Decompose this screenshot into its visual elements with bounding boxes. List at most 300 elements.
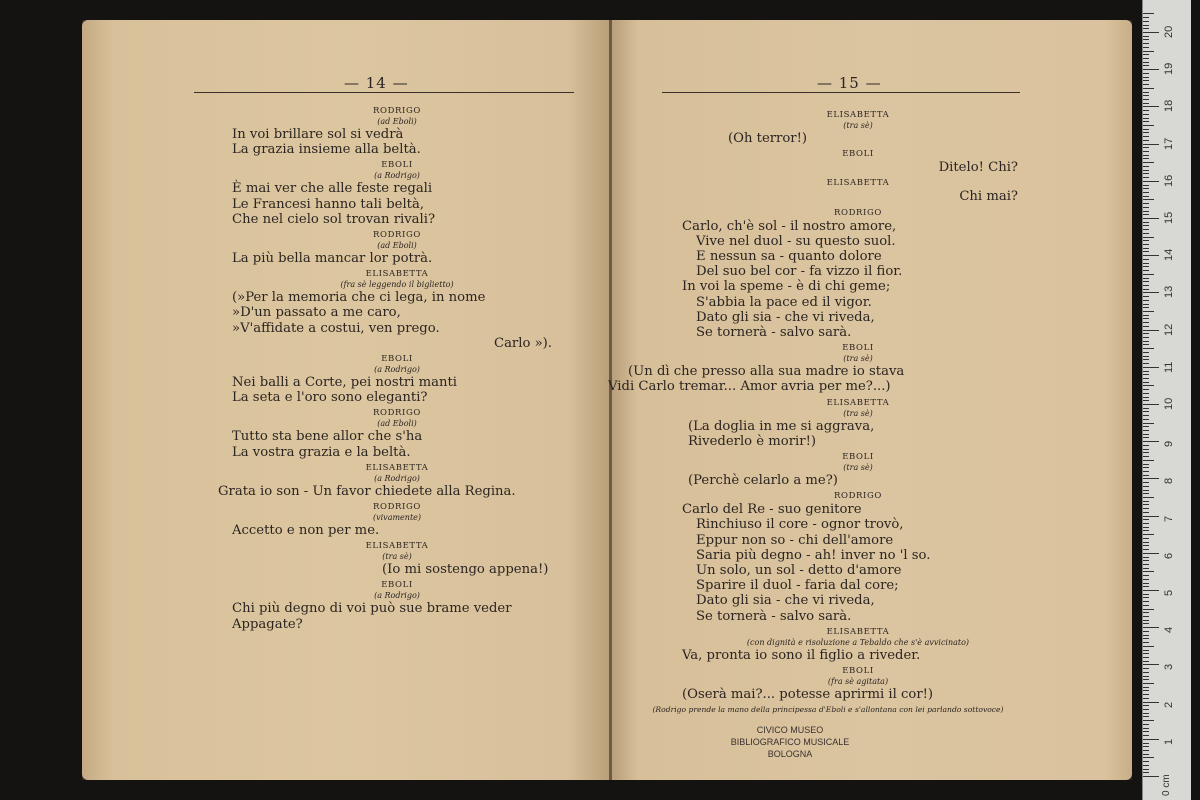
ruler-tick bbox=[1143, 218, 1159, 219]
ruler-tick bbox=[1143, 661, 1149, 662]
stage-direction: (tra sè) bbox=[843, 354, 873, 364]
speaker-name: EBOLI bbox=[381, 160, 413, 171]
stamp-line: BIBLIOGRAFICO MUSICALE bbox=[730, 737, 850, 747]
verse-line: Le Francesi hanno tali beltà, bbox=[232, 196, 425, 212]
ruler-tick bbox=[1143, 166, 1149, 167]
ruler-tick bbox=[1143, 683, 1154, 684]
verse-line: Un solo, un sol - detto d'amore bbox=[696, 563, 902, 579]
verse-line: (»Per la memoria che ci lega, in nome bbox=[232, 290, 486, 306]
ruler-tick bbox=[1143, 237, 1154, 238]
ruler-tick bbox=[1143, 25, 1149, 26]
speaker-name: EBOLI bbox=[381, 580, 413, 591]
ruler-number: 19 bbox=[1163, 62, 1175, 76]
library-stamp bbox=[720, 724, 860, 760]
ruler-number: 7 bbox=[1163, 515, 1175, 522]
ruler-tick bbox=[1143, 534, 1154, 535]
verse-line: In voi brillare sol si vedrà bbox=[232, 127, 404, 142]
ruler-tick bbox=[1143, 735, 1149, 736]
ruler-tick bbox=[1143, 371, 1149, 372]
ruler-tick bbox=[1143, 616, 1149, 617]
ruler-number: 18 bbox=[1163, 100, 1175, 113]
ruler-tick bbox=[1143, 99, 1149, 100]
ruler-tick bbox=[1143, 359, 1149, 360]
stamp-line: CIVICO MUSEO bbox=[756, 725, 824, 735]
stage-direction: (a Rodrigo) bbox=[374, 473, 420, 483]
ruler-tick bbox=[1143, 62, 1149, 63]
ruler-tick bbox=[1143, 601, 1149, 602]
verse-line: In voi la speme - è di chi geme; bbox=[682, 279, 891, 295]
verse-line: (Perchè celarlo a me?) bbox=[688, 473, 838, 489]
ruler-tick bbox=[1143, 69, 1159, 70]
ruler-tick bbox=[1143, 162, 1154, 163]
verse-line: »D'un passato a me caro, bbox=[232, 305, 401, 321]
ruler-number: 10 bbox=[1163, 397, 1175, 410]
ruler-tick bbox=[1143, 571, 1154, 572]
ruler-number: 17 bbox=[1163, 137, 1175, 150]
ruler-tick bbox=[1143, 244, 1149, 245]
ruler-tick bbox=[1143, 586, 1149, 587]
ruler-tick bbox=[1143, 475, 1149, 476]
ruler-tick bbox=[1143, 423, 1154, 424]
ruler-tick bbox=[1143, 203, 1149, 204]
ruler-tick bbox=[1143, 501, 1149, 502]
verse-line: Chi mai? bbox=[959, 189, 1018, 205]
verse-line: La più bella mancar lor potrà. bbox=[232, 251, 433, 267]
ruler-tick bbox=[1143, 516, 1159, 517]
stage-direction: (fra sè leggendo il biglietto) bbox=[340, 280, 454, 290]
ruler-tick bbox=[1143, 590, 1159, 591]
ruler-number: 15 bbox=[1163, 211, 1175, 224]
verse-line: Accetto e non per me. bbox=[232, 523, 380, 539]
ruler-tick bbox=[1143, 222, 1149, 223]
ruler-tick bbox=[1143, 672, 1149, 673]
ruler-tick bbox=[1143, 527, 1149, 528]
verse-line: (La doglia in me si aggrava, bbox=[688, 418, 875, 434]
verse-line: (Oh terror!) bbox=[728, 131, 808, 146]
measuring-ruler bbox=[1142, 0, 1191, 800]
verse-line: Saria più degno - ah! inver no 'l so. bbox=[696, 547, 931, 563]
ruler-number: 16 bbox=[1163, 174, 1175, 187]
stage-direction: (a Rodrigo) bbox=[374, 365, 420, 375]
ruler-tick bbox=[1143, 668, 1149, 669]
ruler-tick bbox=[1143, 348, 1154, 349]
ruler-tick bbox=[1143, 545, 1149, 546]
verse-line: La grazia insieme alla beltà. bbox=[232, 142, 421, 158]
ruler-tick bbox=[1143, 374, 1149, 375]
ruler-tick bbox=[1143, 769, 1149, 770]
ruler-tick bbox=[1143, 687, 1149, 688]
ruler-tick bbox=[1143, 225, 1149, 226]
speaker-name: ELISABETTA bbox=[826, 397, 890, 408]
ruler-tick bbox=[1143, 54, 1149, 55]
ruler-tick bbox=[1143, 270, 1149, 271]
ruler-number: 1 bbox=[1163, 738, 1175, 745]
ruler-tick bbox=[1143, 679, 1149, 680]
right-page bbox=[608, 20, 1132, 780]
ruler-tick bbox=[1143, 426, 1149, 427]
ruler-tick bbox=[1143, 274, 1154, 275]
stage-direction: (tra sè) bbox=[843, 408, 873, 418]
verse-line: Chi più degno di voi può sue brame veder bbox=[232, 601, 512, 617]
ruler-number: 20 bbox=[1163, 25, 1175, 38]
ruler-tick bbox=[1143, 199, 1154, 200]
ruler-tick bbox=[1143, 657, 1149, 658]
ruler-tick bbox=[1143, 65, 1149, 66]
ruler-tick bbox=[1143, 363, 1149, 364]
ruler-tick bbox=[1143, 136, 1149, 137]
ruler-tick bbox=[1143, 750, 1149, 751]
speaker-name: RODRIGO bbox=[834, 491, 882, 502]
ruler-tick bbox=[1143, 125, 1154, 126]
ruler-tick bbox=[1143, 296, 1149, 297]
verse-line: (Io mi sostengo appena!) bbox=[382, 562, 549, 578]
verse-line: Se tornerà - salvo sarà. bbox=[696, 325, 852, 341]
ruler-tick bbox=[1143, 73, 1149, 74]
ruler-tick bbox=[1143, 690, 1149, 691]
ruler-tick bbox=[1143, 757, 1154, 758]
ruler-tick bbox=[1143, 114, 1149, 115]
ruler-tick bbox=[1143, 664, 1159, 665]
ruler-tick bbox=[1143, 344, 1149, 345]
ruler-tick bbox=[1143, 51, 1154, 52]
ruler-tick bbox=[1143, 356, 1149, 357]
ruler-tick bbox=[1143, 452, 1149, 453]
ruler-tick bbox=[1143, 467, 1149, 468]
verse-line: Rinchiuso il core - ognor trovò, bbox=[696, 517, 904, 533]
ruler-tick bbox=[1143, 192, 1149, 193]
ruler-tick bbox=[1143, 315, 1149, 316]
ruler-tick bbox=[1143, 88, 1154, 89]
ruler-tick bbox=[1143, 278, 1149, 279]
ruler-tick bbox=[1143, 259, 1149, 260]
ruler-tick bbox=[1143, 177, 1149, 178]
ruler-tick bbox=[1143, 709, 1149, 710]
ruler-tick bbox=[1143, 155, 1149, 156]
ruler-number: 9 bbox=[1163, 441, 1175, 448]
ruler-tick bbox=[1143, 478, 1159, 479]
ruler-tick bbox=[1143, 605, 1149, 606]
ruler-number: 12 bbox=[1163, 323, 1175, 336]
ruler-tick bbox=[1143, 519, 1149, 520]
ruler-tick bbox=[1143, 460, 1154, 461]
ruler-tick bbox=[1143, 508, 1149, 509]
ruler-tick bbox=[1143, 653, 1149, 654]
ruler-tick bbox=[1143, 318, 1149, 319]
ruler-tick bbox=[1143, 538, 1149, 539]
verse-line: Va, pronta io sono il figlio a riveder. bbox=[682, 647, 921, 663]
ruler-tick bbox=[1143, 285, 1149, 286]
verse-line: Vive nel duol - su questo suol. bbox=[696, 233, 896, 249]
verse-line: Tutto sta bene allor che s'ha bbox=[232, 429, 423, 445]
speaker-name: ELISABETTA bbox=[826, 626, 890, 637]
ruler-tick bbox=[1143, 281, 1149, 282]
speaker-name: ELISABETTA bbox=[826, 178, 890, 189]
ruler-tick bbox=[1143, 352, 1149, 353]
stage-direction: (tra sè) bbox=[843, 121, 873, 130]
ruler-tick bbox=[1143, 594, 1149, 595]
ruler-tick bbox=[1143, 746, 1149, 747]
ruler-tick bbox=[1143, 121, 1149, 122]
verse-line: Dato gli sia - che vi riveda, bbox=[696, 593, 875, 609]
ruler-tick bbox=[1143, 173, 1149, 174]
ruler-tick bbox=[1143, 233, 1149, 234]
ruler-tick bbox=[1143, 214, 1149, 215]
speaker-name: ELISABETTA bbox=[826, 110, 890, 120]
ruler-tick bbox=[1143, 523, 1149, 524]
speaker-name: RODRIGO bbox=[373, 408, 421, 419]
ruler-number: 14 bbox=[1163, 248, 1175, 262]
verse-line: Eppur non so - chi dell'amore bbox=[696, 532, 894, 548]
verse-line: (Oserà mai?... potesse aprirmi il cor!) bbox=[682, 687, 934, 703]
ruler-tick bbox=[1143, 32, 1159, 33]
ruler-tick bbox=[1143, 289, 1149, 290]
ruler-tick bbox=[1143, 21, 1149, 22]
ruler-tick bbox=[1143, 627, 1159, 628]
ruler-tick bbox=[1143, 490, 1149, 491]
verse-line: Nei balli a Corte, pei nostri manti bbox=[232, 375, 458, 391]
stage-direction: (a Rodrigo) bbox=[374, 171, 420, 181]
speaker-name: EBOLI bbox=[842, 149, 874, 160]
ruler-tick bbox=[1143, 557, 1149, 558]
ruler-tick bbox=[1143, 170, 1149, 171]
verse-line: Grata io son - Un favor chiedete alla Regina. bbox=[218, 483, 516, 499]
verse-line: Carlo del Re - suo genitore bbox=[682, 502, 862, 518]
ruler-tick bbox=[1143, 754, 1149, 755]
ruler-tick bbox=[1143, 266, 1149, 267]
ruler-tick bbox=[1143, 39, 1149, 40]
ruler-tick bbox=[1143, 650, 1149, 651]
ruler-number: 6 bbox=[1163, 552, 1175, 559]
verse-line: Carlo, ch'è sol - il nostro amore, bbox=[682, 218, 897, 234]
verse-line: »V'affidate a costui, ven prego. bbox=[232, 320, 440, 336]
ruler-tick bbox=[1143, 229, 1149, 230]
ruler-tick bbox=[1143, 147, 1149, 148]
ruler-tick bbox=[1143, 705, 1149, 706]
ruler-tick bbox=[1143, 378, 1149, 379]
ruler-tick bbox=[1143, 211, 1149, 212]
ruler-tick bbox=[1143, 263, 1149, 264]
ruler-tick bbox=[1143, 504, 1149, 505]
ruler-number: 3 bbox=[1163, 664, 1175, 671]
ruler-tick bbox=[1143, 702, 1159, 703]
verse-line: Ditelo! Chi? bbox=[938, 160, 1018, 176]
ruler-tick bbox=[1143, 292, 1159, 293]
ruler-tick bbox=[1143, 13, 1154, 14]
ruler-tick bbox=[1143, 765, 1149, 766]
speaker-name: RODRIGO bbox=[373, 106, 421, 116]
ruler-number: 2 bbox=[1163, 701, 1175, 708]
verse-line: Che nel cielo sol trovan rivali? bbox=[232, 211, 436, 227]
header-rule-right bbox=[662, 92, 1020, 93]
ruler-number: 13 bbox=[1163, 286, 1175, 299]
stage-direction: (fra sè agitata) bbox=[827, 677, 889, 687]
ruler-tick bbox=[1143, 464, 1149, 465]
page-number-right: — 15 — bbox=[817, 74, 882, 92]
ruler-tick bbox=[1143, 445, 1149, 446]
ruler-tick bbox=[1143, 103, 1149, 104]
ruler-tick bbox=[1143, 129, 1149, 130]
ruler-unit-label: 0 cm bbox=[1161, 774, 1172, 796]
ruler-tick bbox=[1143, 434, 1149, 435]
ruler-tick bbox=[1143, 728, 1149, 729]
ruler-tick bbox=[1143, 698, 1149, 699]
ruler-tick bbox=[1143, 642, 1149, 643]
ruler-tick bbox=[1143, 579, 1149, 580]
ruler-tick bbox=[1143, 635, 1149, 636]
ruler-tick bbox=[1143, 761, 1149, 762]
ruler-tick bbox=[1143, 623, 1149, 624]
ruler-tick bbox=[1143, 564, 1149, 565]
verse-line: Se tornerà - salvo sarà. bbox=[696, 608, 852, 624]
stage-direction: (tra sè) bbox=[843, 463, 873, 473]
ruler-tick bbox=[1143, 739, 1159, 740]
verse-line: E nessun sa - quanto dolore bbox=[696, 249, 882, 265]
left-page-text bbox=[218, 106, 562, 632]
ruler-tick bbox=[1143, 196, 1149, 197]
ruler-tick bbox=[1143, 382, 1149, 383]
ruler-tick bbox=[1143, 322, 1149, 323]
ruler-tick bbox=[1143, 47, 1149, 48]
ruler-tick bbox=[1143, 497, 1154, 498]
ruler-tick bbox=[1143, 158, 1149, 159]
ruler-tick bbox=[1143, 144, 1159, 145]
speaker-name: RODRIGO bbox=[834, 207, 882, 218]
ruler-tick bbox=[1143, 118, 1149, 119]
ruler-number: 4 bbox=[1163, 627, 1175, 634]
ruler-tick bbox=[1143, 631, 1149, 632]
ruler-tick bbox=[1143, 638, 1149, 639]
ruler-tick bbox=[1143, 397, 1149, 398]
ruler-tick bbox=[1143, 542, 1149, 543]
ruler-tick bbox=[1143, 713, 1149, 714]
ruler-tick bbox=[1143, 482, 1149, 483]
ruler-tick bbox=[1143, 333, 1149, 334]
verse-line: Carlo »). bbox=[493, 335, 552, 351]
ruler-tick bbox=[1143, 530, 1149, 531]
ruler-tick bbox=[1143, 471, 1149, 472]
ruler-tick bbox=[1143, 456, 1149, 457]
verse-line: Dato gli sia - che vi riveda, bbox=[696, 309, 875, 325]
ruler-tick bbox=[1143, 620, 1149, 621]
stage-direction: (ad Eboli) bbox=[377, 117, 417, 126]
ruler-tick bbox=[1143, 720, 1154, 721]
ruler-tick bbox=[1143, 486, 1149, 487]
stage-direction: (ad Eboli) bbox=[377, 241, 417, 251]
ruler-tick bbox=[1143, 132, 1149, 133]
ruler-tick bbox=[1143, 441, 1159, 442]
ruler-tick bbox=[1143, 188, 1149, 189]
verse-line: È mai ver che alle feste regali bbox=[232, 181, 433, 197]
ruler-tick bbox=[1143, 676, 1149, 677]
ruler-tick bbox=[1143, 300, 1149, 301]
ruler-tick bbox=[1143, 311, 1154, 312]
speaker-name: ELISABETTA bbox=[365, 269, 429, 280]
stage-direction: (con dignità e risoluzione a Tebaldo che s'è avvicinato) bbox=[746, 637, 970, 647]
stage-direction: (ad Eboli) bbox=[377, 419, 417, 429]
ruler-tick bbox=[1143, 84, 1149, 85]
ruler-tick bbox=[1143, 326, 1149, 327]
ruler-tick bbox=[1143, 646, 1154, 647]
ruler-tick bbox=[1143, 694, 1149, 695]
verse-line: (Un dì che presso alla sua madre io stava bbox=[628, 364, 905, 380]
ruler-tick bbox=[1143, 743, 1149, 744]
ruler-tick bbox=[1143, 724, 1149, 725]
ruler-tick bbox=[1143, 337, 1149, 338]
ruler-tick bbox=[1143, 575, 1149, 576]
ruler-tick bbox=[1143, 408, 1149, 409]
speaker-name: ELISABETTA bbox=[365, 462, 429, 473]
ruler-tick bbox=[1143, 240, 1149, 241]
speaker-name: ELISABETTA bbox=[365, 541, 429, 552]
ruler-tick bbox=[1143, 151, 1149, 152]
verse-line: Sparire il duol - faria dal core; bbox=[696, 578, 899, 594]
ruler-tick bbox=[1143, 389, 1149, 390]
ruler-tick bbox=[1143, 106, 1159, 107]
ruler-tick bbox=[1143, 449, 1149, 450]
ruler-tick bbox=[1143, 716, 1149, 717]
stage-direction: (a Rodrigo) bbox=[374, 591, 420, 601]
ruler-tick bbox=[1143, 597, 1149, 598]
speaker-name: RODRIGO bbox=[373, 502, 421, 513]
right-page-text bbox=[608, 110, 1028, 715]
speaker-name: EBOLI bbox=[842, 343, 874, 354]
ruler-tick bbox=[1143, 404, 1159, 405]
ruler-number: 11 bbox=[1163, 361, 1175, 373]
ruler-tick bbox=[1143, 437, 1149, 438]
ruler-tick bbox=[1143, 251, 1149, 252]
ruler-tick bbox=[1143, 207, 1149, 208]
ruler-tick bbox=[1143, 772, 1149, 773]
ruler-tick bbox=[1143, 609, 1154, 610]
stamp-line: BOLOGNA bbox=[767, 749, 813, 759]
ruler-tick bbox=[1143, 430, 1149, 431]
ruler-tick bbox=[1143, 731, 1149, 732]
page-number-left: — 14 — bbox=[344, 74, 409, 92]
ruler-tick bbox=[1143, 411, 1149, 412]
ruler-tick bbox=[1143, 415, 1149, 416]
verse-line: La seta e l'oro sono eleganti? bbox=[232, 390, 428, 406]
ruler-tick bbox=[1143, 140, 1149, 141]
ruler-tick bbox=[1143, 255, 1159, 256]
ruler-tick bbox=[1143, 560, 1149, 561]
ruler-tick bbox=[1143, 92, 1149, 93]
ruler-tick bbox=[1143, 80, 1149, 81]
ruler-tick bbox=[1143, 553, 1159, 554]
ruler-tick bbox=[1143, 36, 1149, 37]
ruler-tick bbox=[1143, 583, 1149, 584]
ruler-tick bbox=[1143, 17, 1149, 18]
verse-line: Vidi Carlo tremar... Amor avria per me?...) bbox=[608, 379, 891, 395]
ruler-tick bbox=[1143, 95, 1149, 96]
ruler-tick bbox=[1143, 493, 1149, 494]
ruler-tick bbox=[1143, 400, 1149, 401]
ruler-number: 8 bbox=[1163, 478, 1175, 485]
ruler-tick bbox=[1143, 28, 1149, 29]
ruler-tick bbox=[1143, 110, 1149, 111]
ruler-tick bbox=[1143, 77, 1149, 78]
ruler-tick bbox=[1143, 43, 1149, 44]
ruler-tick bbox=[1143, 341, 1149, 342]
ruler-tick bbox=[1143, 612, 1149, 613]
stage-direction: (tra sè) bbox=[382, 552, 412, 562]
verse-line: S'abbia la pace ed il vigor. bbox=[696, 294, 872, 310]
open-book bbox=[82, 20, 1132, 780]
ruler-tick bbox=[1143, 568, 1149, 569]
ruler-tick bbox=[1143, 367, 1159, 368]
speaker-name: EBOLI bbox=[842, 666, 874, 677]
verse-line: Appagate? bbox=[232, 616, 303, 632]
ruler-tick bbox=[1143, 419, 1149, 420]
